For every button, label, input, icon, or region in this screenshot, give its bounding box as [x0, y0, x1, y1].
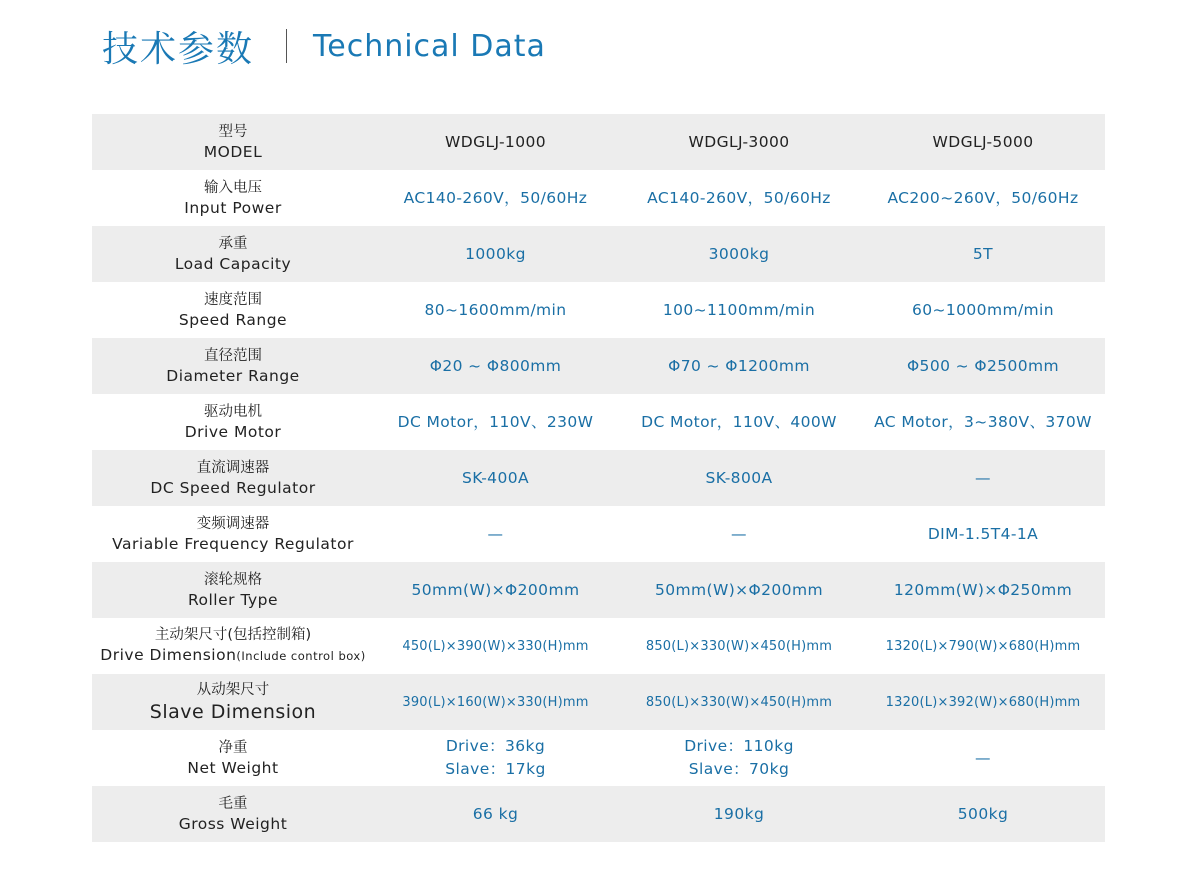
row-label: [92, 786, 374, 842]
table-row-gross-weight: [92, 786, 1105, 842]
row-label: [92, 170, 374, 226]
title-divider: [286, 29, 287, 63]
table-row-roller-type: [92, 562, 1105, 618]
table-row-input-power: [92, 170, 1105, 226]
table-cell: [374, 338, 617, 394]
row-label: [92, 114, 374, 170]
table-row-variable-frequency-regulator: [92, 506, 1105, 562]
row-label: [92, 394, 374, 450]
row-label: [92, 506, 374, 562]
table-cell: [861, 562, 1105, 618]
cell-value: 80~1600mm/min: [424, 300, 567, 319]
row-label-en: Drive Motor: [184, 422, 282, 441]
cell-value: DC Motor，110V、230W: [397, 412, 594, 431]
row-label: [92, 562, 374, 618]
table-row-dc-speed-regulator: [92, 450, 1105, 506]
table-cell: [617, 114, 861, 170]
cell-value: 190kg: [713, 804, 765, 823]
cell-value: 60~1000mm/min: [911, 300, 1054, 319]
cell-value: DC Motor，110V、400W: [641, 412, 837, 431]
cell-value: 450(L)×390(W)×330(H)mm: [402, 638, 589, 654]
row-label-cn: 速度范围: [204, 291, 262, 308]
table-cell: [617, 618, 861, 674]
cell-value: AC140-260V，50/60Hz: [647, 188, 831, 207]
table-row-drive-dimension: [92, 618, 1105, 674]
table-cell: [374, 226, 617, 282]
table-cell: [617, 450, 861, 506]
table-cell: [374, 114, 617, 170]
table-cell: [617, 506, 861, 562]
table-cell: [374, 674, 617, 730]
row-label-cn: 型号: [218, 123, 248, 140]
table-row-diameter-range: [92, 338, 1105, 394]
row-label-en: Roller Type: [187, 590, 279, 609]
row-label-cn: 变频调速器: [196, 515, 270, 532]
net-weight-slave: Slave：70kg: [688, 760, 790, 778]
cell-value: —: [487, 524, 504, 543]
row-label: [92, 674, 374, 730]
row-label: [92, 730, 374, 786]
table-cell: [861, 674, 1105, 730]
row-label-en: Gross Weight: [178, 814, 288, 833]
row-label-cn: 驱动电机: [204, 403, 262, 420]
cell-value: 1320(L)×392(W)×680(H)mm: [885, 694, 1081, 710]
row-label: [92, 338, 374, 394]
cell-value: AC Motor，3~380V、370W: [874, 412, 1092, 431]
table-cell: [861, 338, 1105, 394]
cell-value: 1320(L)×790(W)×680(H)mm: [885, 638, 1081, 654]
row-label-en: Diameter Range: [166, 366, 300, 385]
table-row-slave-dimension: [92, 674, 1105, 730]
table-row-load-capacity: [92, 226, 1105, 282]
cell-value: DIM-1.5T4-1A: [927, 524, 1039, 543]
row-label-cn: 滚轮规格: [204, 571, 262, 588]
row-label: [92, 226, 374, 282]
model-name: WDGLJ-3000: [688, 132, 790, 151]
row-label-cn: 承重: [218, 235, 248, 252]
row-label-cn: 净重: [218, 739, 248, 756]
table-cell: [374, 282, 617, 338]
cell-value: 500kg: [957, 804, 1009, 823]
cell-value: 5T: [972, 244, 994, 263]
row-label: [92, 618, 374, 674]
cell-value: 390(L)×160(W)×330(H)mm: [402, 694, 589, 710]
cell-value: 100~1100mm/min: [662, 300, 816, 319]
cell-value: SK-800A: [705, 468, 773, 487]
table-cell: [617, 394, 861, 450]
table-cell: [617, 226, 861, 282]
table-cell: [374, 394, 617, 450]
table-row-drive-motor: [92, 394, 1105, 450]
cell-value: SK-400A: [462, 468, 529, 487]
cell-value: 1000kg: [465, 244, 526, 263]
table-cell: [617, 674, 861, 730]
page-title-en: Technical Data: [313, 28, 546, 64]
cell-value: 120mm(W)×Φ250mm: [893, 580, 1073, 599]
table-cell: [374, 450, 617, 506]
table-cell: [617, 562, 861, 618]
cell-value: 50mm(W)×Φ200mm: [655, 580, 823, 599]
table-cell: [374, 562, 617, 618]
cell-value: 66 kg: [472, 804, 519, 823]
row-label-en: Input Power: [184, 198, 282, 217]
table-cell: [374, 618, 617, 674]
cell-value: —: [975, 748, 991, 767]
row-label-en: Slave Dimension: [149, 701, 317, 723]
row-label-cn: 从动架尺寸: [196, 682, 270, 698]
row-label: [92, 282, 374, 338]
row-label: [92, 450, 374, 506]
cell-value: Φ500 ~ Φ2500mm: [906, 356, 1060, 375]
table-row-net-weight: [92, 730, 1105, 786]
row-label-en: Load Capacity: [174, 254, 292, 273]
row-label-en: MODEL: [203, 142, 263, 161]
row-label-cn: 输入电压: [204, 179, 262, 196]
row-label-en-suffix: (Include control box): [236, 649, 366, 663]
row-label-cn: 主动架尺寸(包括控制箱): [154, 627, 312, 643]
table-cell: [617, 786, 861, 842]
table-cell: [861, 394, 1105, 450]
cell-value: AC140-260V，50/60Hz: [403, 188, 588, 207]
table-cell: [374, 730, 617, 786]
cell-value: Φ20 ~ Φ800mm: [429, 356, 562, 375]
row-label-cn: 直径范围: [204, 347, 262, 364]
table-cell: [374, 506, 617, 562]
net-weight-drive: Drive：110kg: [684, 737, 794, 755]
net-weight-slave: Slave：17kg: [445, 760, 546, 778]
model-name: WDGLJ-1000: [445, 132, 546, 151]
table-cell: [374, 786, 617, 842]
row-label-en: Speed Range: [178, 310, 288, 329]
table-row-speed-range: [92, 282, 1105, 338]
row-label-cn: 毛重: [218, 795, 248, 812]
net-weight-drive: Drive：36kg: [445, 737, 546, 755]
table-cell: [374, 170, 617, 226]
table-cell: [861, 170, 1105, 226]
row-label-cn: 直流调速器: [196, 459, 270, 476]
row-label-en: Variable Frequency Regulator: [112, 534, 354, 553]
technical-data-table: [92, 114, 1105, 842]
cell-value: —: [731, 524, 747, 543]
table-cell: [861, 618, 1105, 674]
table-cell: [861, 730, 1105, 786]
cell-value: 3000kg: [708, 244, 770, 263]
cell-value: Φ70 ~ Φ1200mm: [668, 356, 810, 375]
row-label-en: Net Weight: [187, 758, 279, 777]
table-cell: [861, 506, 1105, 562]
table-cell: [861, 114, 1105, 170]
table-cell: [617, 338, 861, 394]
table-cell: [861, 282, 1105, 338]
row-label-en-main: Drive Dimension: [100, 646, 237, 664]
table-cell: [861, 450, 1105, 506]
row-label-en: [100, 645, 365, 667]
model-name: WDGLJ-5000: [932, 132, 1034, 151]
cell-value: AC200~260V，50/60Hz: [887, 188, 1079, 207]
cell-value: 850(L)×330(W)×450(H)mm: [645, 694, 833, 710]
table-cell: [617, 730, 861, 786]
table-cell: [617, 170, 861, 226]
table-cell: [861, 786, 1105, 842]
cell-value: —: [975, 468, 991, 487]
table-cell: [861, 226, 1105, 282]
table-row-model: [92, 114, 1105, 170]
page-title-cn: 技术参数: [102, 28, 255, 70]
table-cell: [617, 282, 861, 338]
row-label-en: DC Speed Regulator: [150, 478, 316, 497]
cell-value: 50mm(W)×Φ200mm: [411, 580, 580, 599]
cell-value: 850(L)×330(W)×450(H)mm: [645, 638, 833, 654]
page-header: [102, 18, 546, 74]
